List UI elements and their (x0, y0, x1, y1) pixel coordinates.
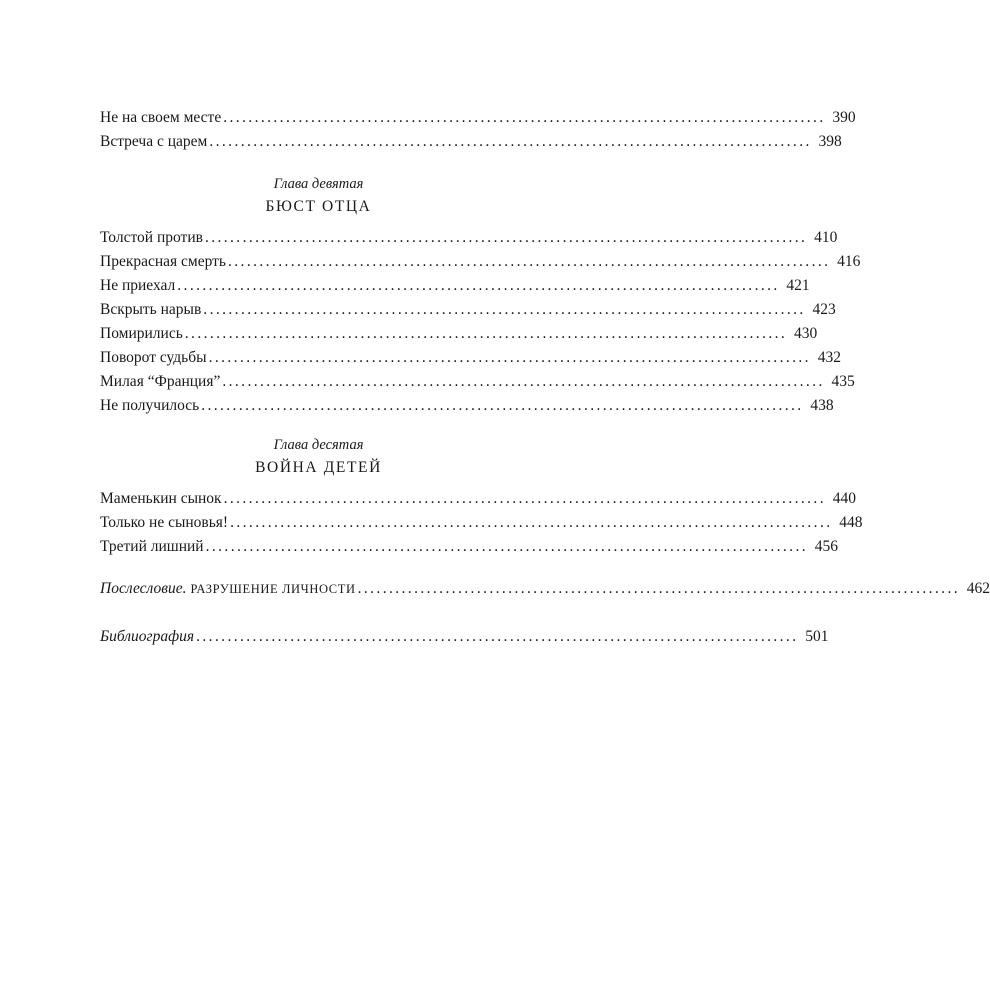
entry-title: Только не сыновья! (100, 514, 229, 531)
entry-page: 421 (786, 277, 810, 294)
entry-page: 390 (832, 109, 856, 126)
leader-dots: ................................................................................................ (205, 538, 809, 555)
toc-entry (100, 106, 856, 130)
entry-title: Помирились (100, 325, 183, 342)
entry-title: Вскрыть нарыв (100, 301, 202, 318)
entry-title: Не получилось (100, 397, 200, 414)
entry-page: 416 (837, 253, 861, 270)
entry-page: 410 (814, 229, 838, 246)
entry-title: Третий лишний (100, 538, 204, 555)
leader-dots: ................................................................................................ (209, 133, 812, 150)
leader-dots: ................................................................................................ (357, 580, 960, 597)
toc-entry (100, 226, 838, 250)
entry-page: 438 (810, 397, 834, 414)
chapter-label: Глава десятая (273, 437, 364, 453)
toc-entry (100, 130, 842, 154)
leader-dots: ................................................................................................ (204, 229, 808, 246)
chapter-label: Глава девятая (273, 176, 364, 192)
entry-title: Не приехал (100, 277, 176, 294)
chapter-title: ВОЙНА ДЕТЕЙ (255, 459, 382, 476)
afterword-title-group (100, 577, 356, 601)
leader-dots: ................................................................................................ (222, 373, 825, 390)
afterword-label: Послесловие. (100, 580, 187, 597)
leader-dots: ................................................................................................ (223, 109, 826, 126)
entry-page: 423 (812, 301, 836, 318)
toc-entry (100, 394, 834, 418)
leader-dots: ................................................................................................ (203, 301, 806, 318)
toc-entry (100, 298, 836, 322)
leader-dots: ................................................................................................ (208, 349, 811, 366)
bibliography-title: Библиография (100, 628, 195, 645)
entry-title: Прекрасная смерть (100, 253, 226, 270)
leader-dots: ................................................................................................ (230, 514, 833, 531)
leader-dots: ................................................................................................ (201, 397, 804, 414)
afterword-title: РАЗРУШЕНИЕ ЛИЧНОСТИ (190, 582, 356, 596)
entry-page: 440 (832, 490, 856, 507)
leader-dots: ................................................................................................ (196, 628, 799, 645)
entry-page: 462 (966, 580, 990, 597)
entry-title: Маменькин сынок (100, 490, 222, 507)
toc-entry (100, 535, 839, 559)
entry-page: 398 (818, 133, 842, 150)
entry-title: Не на своем месте (100, 109, 222, 126)
toc-entry (100, 346, 841, 370)
entry-title: Встреча с царем (100, 133, 208, 150)
leader-dots: ................................................................................................ (228, 253, 831, 270)
entry-page: 430 (793, 325, 818, 342)
toc-entry (100, 250, 861, 274)
toc-entry (100, 370, 855, 394)
leader-dots: ................................................................................................ (223, 490, 826, 507)
toc-entry (100, 487, 856, 511)
entry-title: Милая “Франция” (100, 373, 221, 390)
leader-dots: ................................................................................................ (177, 277, 780, 294)
entry-page: 448 (839, 514, 863, 531)
leader-dots: ................................................................................................ (184, 325, 788, 342)
entry-page: 432 (817, 349, 841, 366)
chapter-title: БЮСТ ОТЦА (265, 198, 372, 215)
entry-page: 456 (814, 538, 839, 555)
entry-page: 435 (831, 373, 855, 390)
entry-page: 501 (805, 628, 829, 645)
entry-title: Толстой против (100, 229, 203, 246)
entry-title: Поворот судьбы (100, 349, 207, 366)
toc-entry (100, 511, 863, 535)
bibliography-entry (100, 625, 829, 649)
toc-entry (100, 274, 810, 298)
toc-entry (100, 322, 818, 346)
afterword-entry (100, 577, 990, 601)
